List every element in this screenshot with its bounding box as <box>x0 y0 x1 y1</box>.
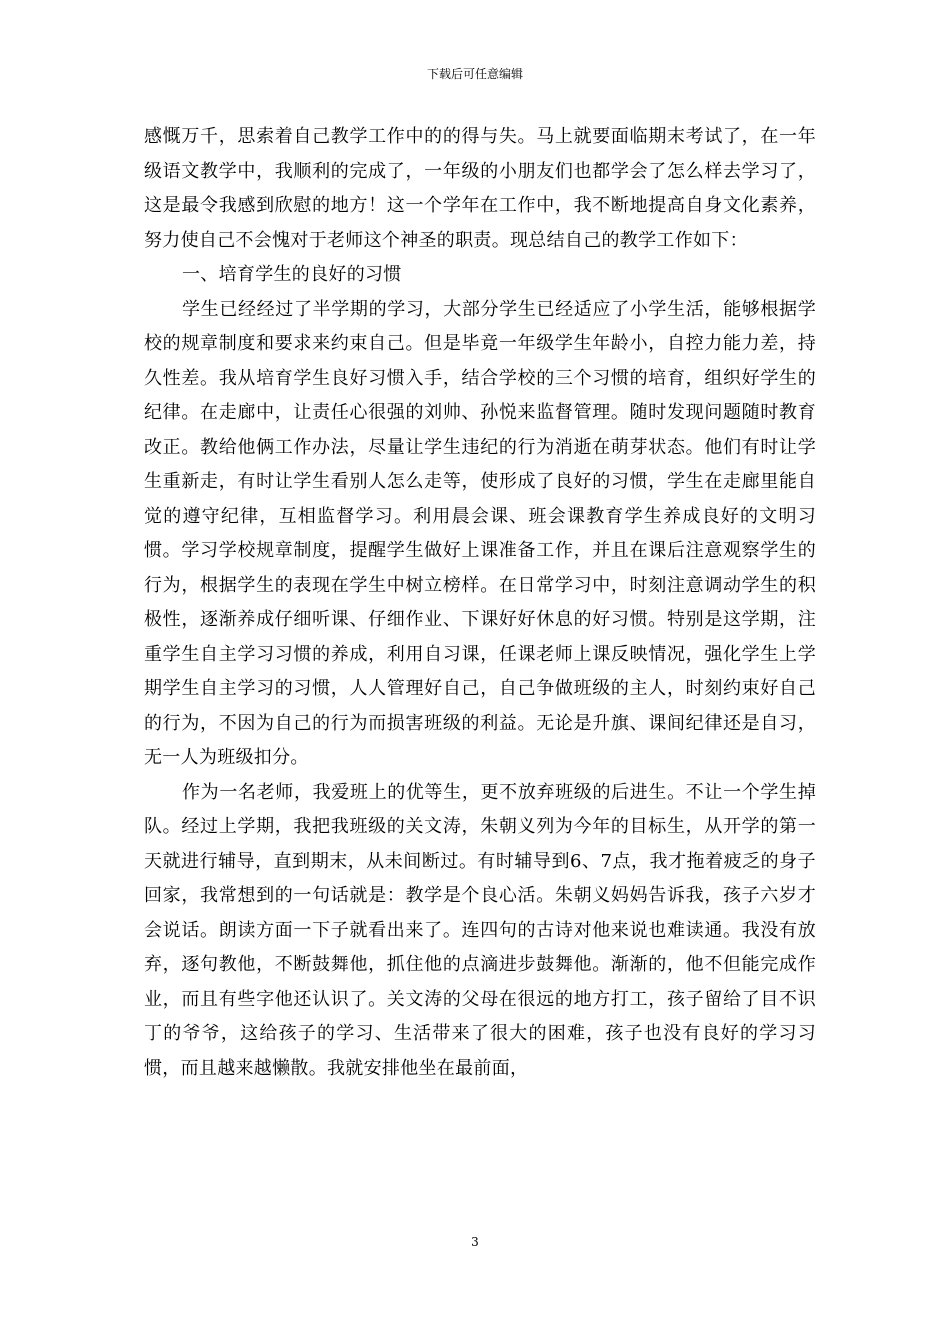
paragraph-students: 作为一名老师，我爱班上的优等生，更不放弃班级的后进生。不让一个学生掉队。经过上学期，我把我班级的关文涛，朱朝义列为今年的目标生，从开学的第一天就进行辅导，直到期末，从未间断过。有时辅导到6、7点，我才拖着疲乏的身子回家，我常想到的一句话就是：教学是个良心活。朱朝义妈妈告诉我，孩子六岁才会说话。朗读方面一下子就看出来了。连四句的古诗对他来说也难读通。我没有放弃，逐句教他，不断鼓舞他，抓住他的点滴进步鼓舞他。渐渐的，他不但能完成作业，而且有些字他还认识了。关文涛的父母在很远的地方打工，孩子留给了目不识丁的爷爷，这给孩子的学习、生活带来了很大的困难，孩子也没有良好的学习习惯，而且越来越懒散。我就安排他坐在最前面， <box>144 781 816 1079</box>
section-heading: 一、培育学生的良好的习惯 <box>182 264 402 285</box>
paragraph-habits: 学生已经经过了半学期的学习，大部分学生已经适应了小学生活，能够根据学校的规章制度和要求来约束自己。但是毕竟一年级学生年龄小，自控力能力差，持久性差。我从培育学生良好习惯入手，结合学校的三个习惯的培育，组织好学生的纪律。在走廊中，让责任心很强的刘帅、孙悦来监督管理。随时发现问题随时教育改正。教给他俩工作办法，尽量让学生违纪的行为消逝在萌芽状态。他们有时让学生重新走，有时让学生看别人怎么走等，使形成了良好的习惯，学生在走廊里能自觉的遵守纪律，互相监督学习。利用晨会课、班会课教育学生养成良好的文明习惯。学习学校规章制度，提醒学生做好上课准备工作，并且在课后注意观察学生的行为，根据学生的表现在学生中树立榜样。在日常学习中，时刻注意调动学生的积极性，逐渐养成仔细听课、仔细作业、下课好好休息的好习惯。特别是这学期，注重学生自主学习习惯的养成，利用自习课，任课老师上课反映情况，强化学生上学期学生自主学习的习惯，人人管理好自己，自己争做班级的主人，时刻约束好自己的行为，不因为自己的行为而损害班级的利益。无论是升旗、课间纪律还是自习，无一人为班级扣分。 <box>144 298 816 768</box>
document-body <box>144 120 816 1086</box>
page-number: 3 <box>471 1235 479 1249</box>
paragraph-intro: 感慨万千，思索着自己教学工作中的的得与失。马上就要面临期末考试了，在一年级语文教学中，我顺利的完成了，一年级的小朋友们也都学会了怎么样去学习了，这是最令我感到欣慰的地方！这一个学年在工作中，我不断地提高自身文化素养，努力使自己不会愧对于老师这个神圣的职责。现总结自己的教学工作如下： <box>144 126 816 251</box>
page-header: 下载后可任意编辑 <box>426 67 523 81</box>
